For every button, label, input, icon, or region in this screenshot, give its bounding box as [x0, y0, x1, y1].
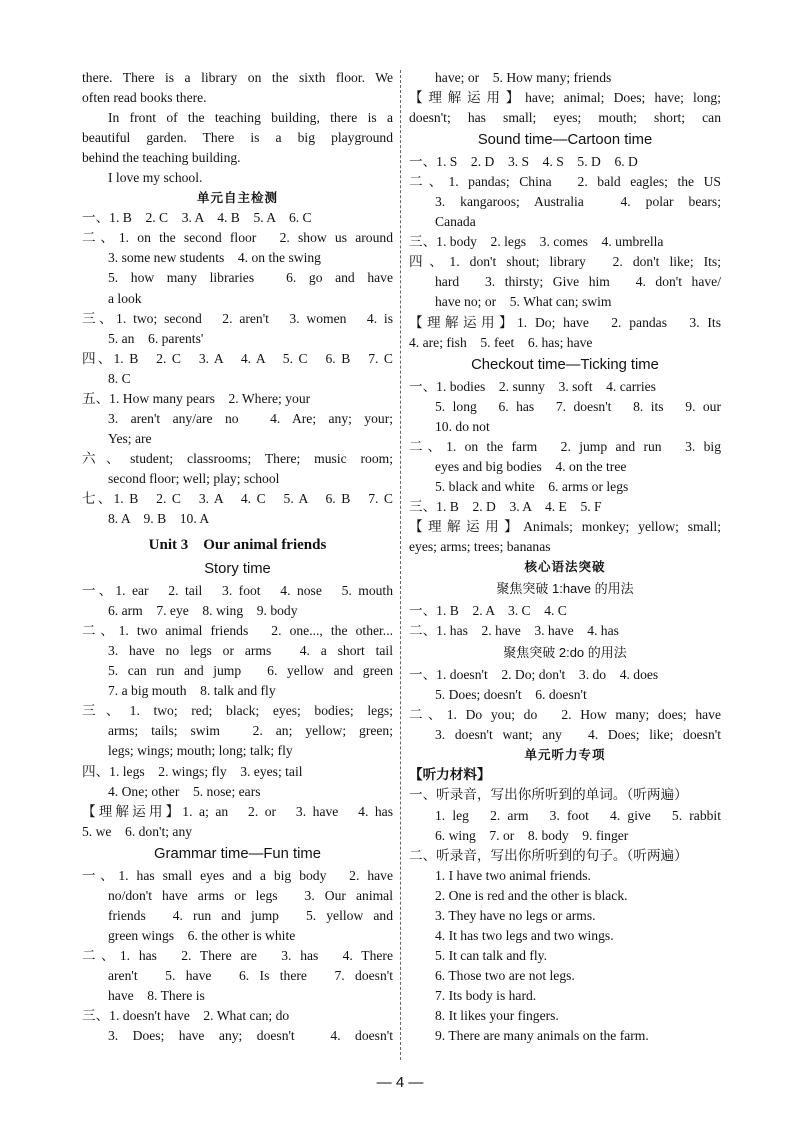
answer-line: 1. I have two animal friends.: [435, 867, 591, 883]
section-heading: Checkout time—Ticking time: [471, 356, 659, 373]
answer-line: there. There is a library on the sixth floor. We: [82, 70, 393, 85]
answer-line: In front of the teaching building, there is a: [108, 110, 393, 126]
answer-line: second floor; well; play; school: [108, 470, 280, 486]
answer-line: 3. Does; have any; doesn't 4. doesn't: [108, 1028, 393, 1044]
right-column: [409, 68, 721, 1046]
answer-line: hard 3. thirsty; Give him 4. don't have/: [435, 274, 721, 290]
answer-line: no/don't have arms or legs 3. Our animal: [108, 887, 393, 903]
answer-line: 三、1. body 2. legs 3. comes 4. umbrella: [409, 234, 664, 250]
section-heading: Sound time—Cartoon time: [477, 132, 653, 149]
answer-line: 5. Does; doesn't 6. doesn't: [435, 687, 587, 703]
answer-line: 二、1. has 2. There are 3. has 4. There: [82, 947, 393, 963]
section-heading: 单元自主检测: [196, 191, 278, 206]
section-heading: Grammar time—Fun time: [154, 845, 321, 862]
answer-line: 一、1. doesn't 2. Do; don't 3. do 4. does: [409, 667, 659, 683]
answer-line: 二、1. two animal friends 2. one..., the other...: [82, 623, 393, 639]
answer-line: 3. doesn't want; any 4. Does; like; doesn't: [435, 727, 721, 743]
answer-line: 【听力材料】: [409, 767, 491, 783]
answer-line: 5. long 6. has 7. doesn't 8. its 9. our: [435, 398, 721, 414]
answer-line: 四、1. B 2. C 3. A 4. A 5. C 6. B 7. C: [82, 350, 393, 366]
answer-line: 一、1. has small eyes and a big body 2. have: [82, 867, 393, 883]
answer-line: 二、听录音，写出你所听到的句子。（听两遍）: [409, 847, 688, 863]
section-heading: 核心语法突破: [524, 560, 606, 575]
answer-line: 3. have no legs or arms 4. a short tail: [108, 643, 393, 659]
answer-line: 7. a big mouth 8. talk and fly: [108, 683, 276, 699]
answer-line: 三、1. two; red; black; eyes; bodies; legs;: [82, 703, 393, 719]
answer-line: have no; or 5. What can; swim: [435, 294, 612, 310]
answer-line: 【理解运用】1. a; an 2. or 3. have 4. has: [82, 803, 393, 819]
answer-line: 七、1. B 2. C 3. A 4. C 5. A 6. B 7. C: [82, 490, 393, 506]
answer-line: 【理解运用】have; animal; Does; have; long;: [409, 90, 721, 106]
answer-line: 二、1. Do you; do 2. How many; does; have: [409, 707, 721, 723]
section-heading: Story time: [204, 561, 271, 578]
answer-line: 三、1. two; second 2. aren't 3. women 4. is: [82, 310, 393, 326]
answer-line: behind the teaching building.: [82, 150, 241, 166]
answer-line: 【理解运用】1. Do; have 2. pandas 3. Its: [409, 314, 721, 330]
answer-line: 3. aren't any/are no 4. Are; any; your;: [108, 410, 393, 426]
answer-line: 5. we 6. don't; any: [82, 823, 193, 839]
answer-line: friends 4. run and jump 5. yellow and: [108, 907, 393, 923]
section-heading: 聚焦突破 2:do 的用法: [503, 645, 627, 661]
answer-line: 4. It has two legs and two wings.: [435, 927, 614, 943]
answer-line: 五、1. How many pears 2. Where; your: [82, 390, 311, 406]
answer-line: 三、1. B 2. D 3. A 4. E 5. F: [409, 498, 602, 514]
answer-line: a look: [108, 290, 142, 306]
answer-line: 四、1. legs 2. wings; fly 3. eyes; tail: [82, 763, 303, 779]
answer-line: green wings 6. the other is white: [108, 927, 296, 943]
answer-line: 一、1. bodies 2. sunny 3. soft 4. carries: [409, 378, 656, 394]
answer-line: 二、1. pandas; China 2. bald eagles; the US: [409, 174, 721, 190]
answer-line: 1. leg 2. arm 3. foot 4. give 5. rabbit: [435, 807, 721, 823]
answer-line: 2. One is red and the other is black.: [435, 887, 628, 903]
answer-line: I love my school.: [108, 170, 203, 186]
answer-line: legs; wings; mouth; long; talk; fly: [108, 743, 293, 759]
answer-line: 10. do not: [435, 418, 490, 434]
answer-line: 8. A 9. B 10. A: [108, 511, 210, 527]
section-heading: 单元听力专项: [524, 748, 606, 763]
answer-line: 4. One; other 5. nose; ears: [108, 783, 261, 799]
answer-line: 5. It can talk and fly.: [435, 947, 547, 963]
answer-line: 一、1. ear 2. tail 3. foot 4. nose 5. mouth: [82, 583, 393, 599]
answer-line: Canada: [435, 214, 476, 230]
answer-line: 一、听录音，写出你所听到的单词。（听两遍）: [409, 787, 688, 803]
answer-line: 一、1. B 2. C 3. A 4. B 5. A 6. C: [82, 210, 312, 226]
column-divider: [400, 70, 401, 1060]
answer-line: 二、1. on the farm 2. jump and run 3. big: [409, 438, 721, 454]
answer-line: 6. Those two are not legs.: [435, 967, 575, 983]
page-number: — 4 —: [376, 1074, 424, 1091]
answer-line: 5. an 6. parents': [108, 330, 204, 346]
answer-line: 9. There are many animals on the farm.: [435, 1028, 649, 1044]
answer-line: 8. C: [108, 370, 131, 386]
answer-line: 3. They have no legs or arms.: [435, 907, 596, 923]
answer-line: often read books there.: [82, 90, 207, 106]
answer-line: 3. kangaroos; Australia 4. polar bears;: [435, 194, 721, 210]
answer-line: 5. how many libraries 6. go and have: [108, 270, 393, 286]
answer-line: 二、1. on the second floor 2. show us around: [82, 230, 393, 246]
answer-line: Yes; are: [108, 430, 152, 446]
answer-line: 6. wing 7. or 8. body 9. finger: [435, 827, 629, 843]
section-heading: Unit 3 Our animal friends: [148, 537, 327, 554]
answer-line: 3. some new students 4. on the swing: [108, 250, 321, 266]
left-column: [82, 68, 393, 1046]
answer-line: have; or 5. How many; friends: [435, 70, 612, 85]
answer-line: have 8. There is: [108, 987, 205, 1003]
answer-line: eyes; arms; trees; bananas: [409, 538, 551, 554]
answer-line: 8. It likes your fingers.: [435, 1007, 559, 1023]
answer-line: 三、1. doesn't have 2. What can; do: [82, 1008, 290, 1024]
answer-line: doesn't; has small; eyes; mouth; short; can: [409, 110, 721, 126]
answer-line: beautiful garden. There is a big playground: [82, 130, 393, 146]
answer-line: 【理解运用】Animals; monkey; yellow; small;: [409, 518, 721, 534]
answer-line: arms; tails; swim 2. an; yellow; green;: [108, 723, 393, 739]
answer-line: 7. Its body is hard.: [435, 987, 537, 1003]
answer-line: 一、1. B 2. A 3. C 4. C: [409, 603, 567, 619]
answer-line: 二、1. has 2. have 3. have 4. has: [409, 623, 619, 639]
answer-line: 6. arm 7. eye 8. wing 9. body: [108, 603, 298, 619]
answer-line: 一、1. S 2. D 3. S 4. S 5. D 6. D: [409, 154, 638, 170]
answer-line: 四、1. don't shout; library 2. don't like; Its;: [409, 254, 721, 270]
answer-line: 4. are; fish 5. feet 6. has; have: [409, 334, 593, 350]
answer-line: 5. can run and jump 6. yellow and green: [108, 663, 393, 679]
answer-line: 5. black and white 6. arms or legs: [435, 478, 629, 494]
section-heading: 聚焦突破 1:have 的用法: [496, 581, 634, 597]
answer-line: 六、student; classrooms; There; music room;: [82, 450, 393, 466]
answer-line: aren't 5. have 6. Is there 7. doesn't: [108, 967, 393, 983]
answer-line: eyes and big bodies 4. on the tree: [435, 458, 627, 474]
